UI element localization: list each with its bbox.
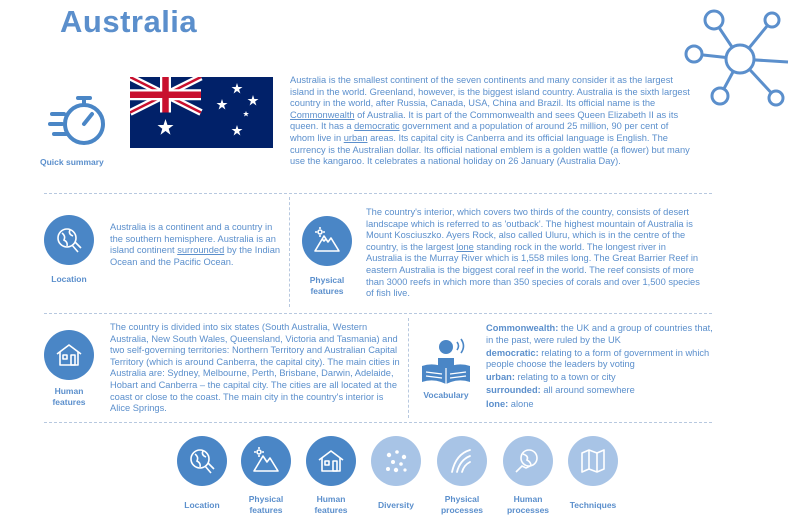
nav-human-processes-button[interactable]	[503, 436, 553, 486]
divider	[44, 313, 712, 314]
nav-physical-features-button[interactable]	[241, 436, 291, 486]
house-icon	[316, 446, 346, 476]
commonwealth-link[interactable]: Commonwealth	[290, 109, 355, 120]
human-features-label: Human features	[52, 386, 86, 407]
physical-features-text: The country's interior, which covers two thirds of the country, consists of desert landscape which is referred to as 'outback'. The highest mountain of Australia is Mount Kosciuszko. Ayers Rock, also called Uluru, which is in the centre of the country, is the largest lone standing rock in the world. The longest river in Australia is the Murray River which is 1,558 miles long. The Great Barrier Reef in eastern Australia is the biggest coral reef in the world. The reef consists of more than 3000 reefs in which more than 350 species of corals and over 1,500 species of fish live.	[366, 207, 700, 299]
nav-human-features-label: Human features	[314, 494, 348, 515]
location-text: Australia is a continent and a country in the southern hemisphere. Australia is an island continent surrounded by the Indian Ocean and the Pacific Ocean.	[110, 222, 281, 267]
lone-link[interactable]: lone	[456, 241, 474, 252]
vocab-item: surrounded: all around somewhere	[486, 385, 635, 396]
map-icon	[578, 446, 608, 476]
location-icon-circle	[44, 215, 94, 265]
vocab-item: Commonwealth: the UK and a group of countries that, in the past, were ruled by the UK	[486, 323, 713, 345]
nav-diversity-label: Diversity	[378, 500, 414, 510]
nav-human-processes-label: Human processes	[506, 494, 550, 515]
vocabulary-list	[486, 323, 716, 412]
dots-icon	[381, 446, 411, 476]
nav-human-features-button[interactable]	[306, 436, 356, 486]
vocab-item: urban: relating to a town or city	[486, 372, 616, 383]
quick-summary-label: Quick summary	[40, 157, 104, 167]
network-icon	[680, 4, 798, 114]
vocab-item: democratic: relating to a form of government in which people choose the leaders by voting	[486, 347, 710, 370]
nav-techniques-label: Techniques	[569, 500, 617, 510]
divider	[44, 422, 712, 423]
divider	[44, 193, 712, 194]
house-icon	[54, 340, 84, 370]
stopwatch-icon	[48, 92, 108, 150]
nav-physical-processes-label: Physical processes	[440, 494, 484, 515]
mountain-icon	[251, 446, 281, 476]
urban-link[interactable]: urban	[343, 132, 368, 143]
surrounded-link[interactable]: surrounded	[177, 245, 225, 256]
physical-features-icon-circle	[302, 216, 352, 266]
nav-diversity-button[interactable]	[371, 436, 421, 486]
human-features-icon-circle	[44, 330, 94, 380]
divider	[408, 318, 409, 418]
vocab-item: lone: alone	[486, 398, 534, 409]
nav-location-button[interactable]	[177, 436, 227, 486]
mountain-icon	[312, 226, 342, 256]
physical-features-label: Physical features	[309, 275, 345, 296]
globe-person-icon	[54, 225, 84, 255]
quick-summary-text: Australia is the smallest continent of the seven continents and many consider it as the largest island in the world. Greenland, however, is the biggest island country. Australia is the sixth largest country in the world, after Russia, Canada, USA, China and Brazil. Its official name is the Commonwealth of Australia. It is part of the Commonwealth and sees Queen Elizabeth II as its queen. It has a democratic government and a population of around 25 million, 90 per cent of whom live in urban areas. Its capital city is Canberra and its official language is English. The currency is the Australian dollar. Its official national emblem is a golden wattle (a flower) but many use the kangaroo. It celebrates a national holiday on 26 January (Australia Day).	[290, 75, 690, 167]
vocabulary-label: Vocabulary	[423, 390, 469, 400]
nav-physical-features-label: Physical features	[248, 494, 284, 515]
reading-book-icon	[420, 336, 472, 386]
location-label: Location	[51, 274, 87, 284]
nav-techniques-button[interactable]	[568, 436, 618, 486]
nav-physical-processes-button[interactable]	[437, 436, 487, 486]
nav-location-label: Location	[184, 500, 220, 510]
democratic-link[interactable]: democratic	[354, 121, 400, 132]
globe-person-icon	[187, 446, 217, 476]
globe-hand-icon	[513, 446, 543, 476]
human-features-text: The country is divided into six states (South Australia, Western Australia, New South Wales, Queensland, Victoria and Tasmania) and two self-governing territories: Northern Territory and Australian Capital Territory (which is around Canberra, the capital city). The main cities in Australia are: Sydney, Melbourne, Perth, Brisbane, Darwin, Adelaide, Hobart and Canberra – the capital city. The cities are all located at the coast or close to the coast. The main city in the country's interior is Alice Springs.	[110, 322, 400, 414]
australia-flag	[130, 77, 273, 148]
page-title: Australia	[60, 4, 198, 39]
wave-icon	[447, 446, 477, 476]
